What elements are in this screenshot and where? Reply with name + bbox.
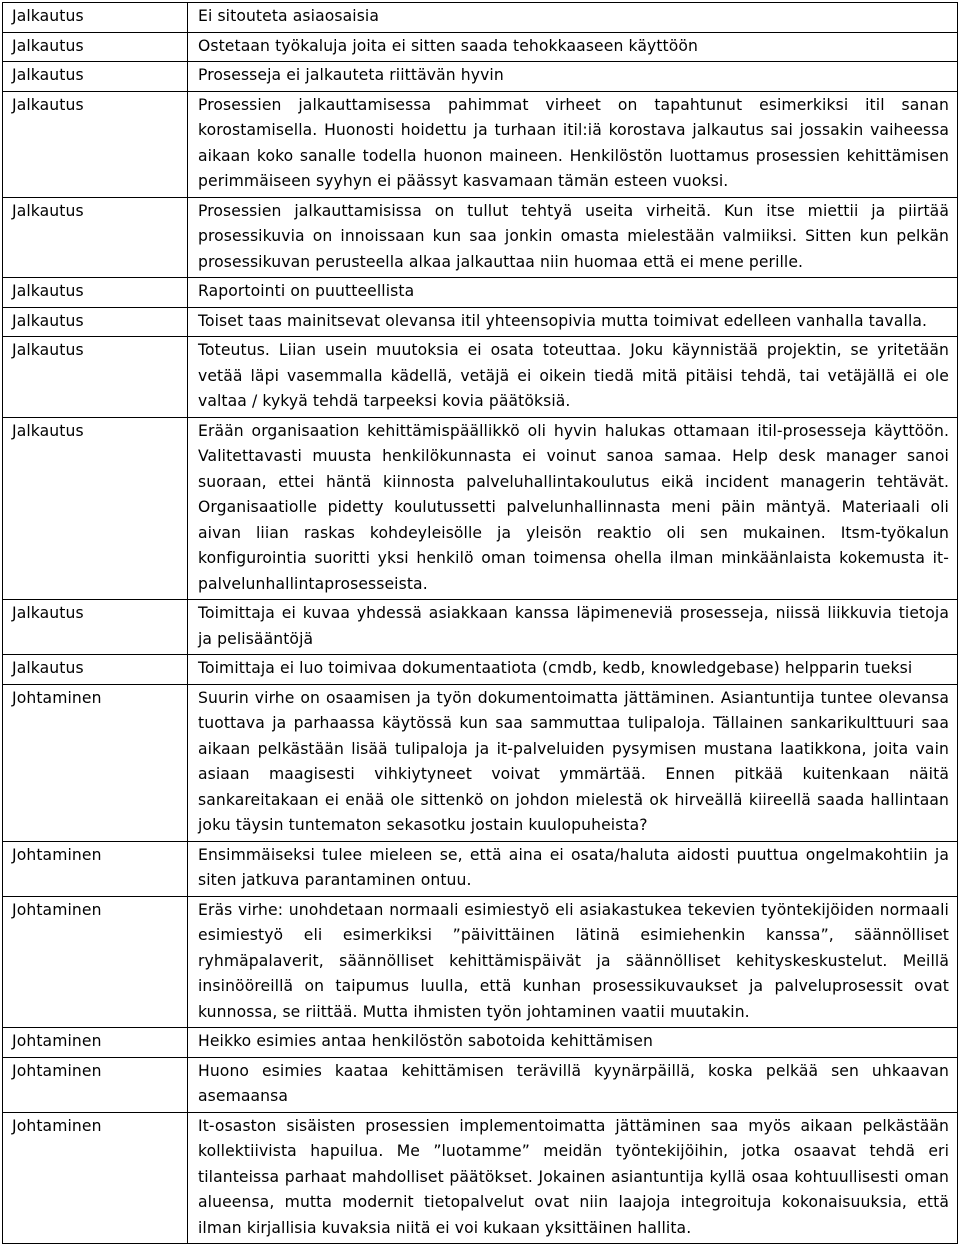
description-cell: Eräs virhe: unohdetaan normaali esimiestyö eli asiakastukea tekevien työntekijöiden normaali esimiestyö eli esimerkiksi ”päivittäinen lätinä esimiehenkin kanssa”, säännölliset ryhmäpalaverit, säännölliset kehittämispäivät ja säännölliset kehityskeskustelut. Meillä insinööreillä on taipumus luulla, että kunhan prosessikuvaukset ja palveluprosessit ovat kunnossa, se riittää. Mutta ihmisten työn johtaminen vaatii muutakin. <box>188 896 958 1028</box>
category-cell: Johtaminen <box>3 841 188 896</box>
description-cell: Suurin virhe on osaamisen ja työn dokumentoimatta jättäminen. Asiantuntija tuntee olevansa tuottava ja parhaassa käytössä kun saa sammuttaa tulipaloja. Tällainen sankarikulttuuri saa aikaan pelkästään lisää tulipaloja ja it-palveluiden pysymisen mustana laatikkona, joita vain asiaan maagisesti vihkiytyneet voivat ymmärtää. Ennen pitkää kuitenkaan näitä sankareitakaan ei enää ole sittenkö on johdon mielestä ok hirveällä kiireellä saada hallintaan joku täysin tuntematon sekasotku jostain kuulopuheista? <box>188 684 958 841</box>
description-cell: Ei sitouteta asiaosaisia <box>188 3 958 33</box>
table-row <box>3 278 958 308</box>
category-cell: Johtaminen <box>3 684 188 841</box>
category-cell: Jalkautus <box>3 417 188 600</box>
category-cell: Johtaminen <box>3 896 188 1028</box>
table-row <box>3 655 958 685</box>
category-cell: Jalkautus <box>3 655 188 685</box>
category-cell: Jalkautus <box>3 278 188 308</box>
description-cell: Prosessien jalkauttamisissa on tullut tehtyä useita virheitä. Kun itse miettii ja piirtää prosessikuvia on innoissaan kun saa jonkin omasta mielestään valmiiksi. Sitten kun pelkän prosessikuvan perusteella alkaa jalkauttaa niin huomaa että ei mene perille. <box>188 197 958 278</box>
description-cell: Prosesseja ei jalkauteta riittävän hyvin <box>188 62 958 92</box>
table-body <box>3 3 958 1244</box>
category-cell: Jalkautus <box>3 600 188 655</box>
table-row <box>3 91 958 197</box>
description-cell: Toimittaja ei kuvaa yhdessä asiakkaan kanssa läpimeneviä prosesseja, niissä liikkuvia tietoja ja pelisääntöjä <box>188 600 958 655</box>
description-cell: Huono esimies kaataa kehittämisen terävillä kyynärpäillä, koska pelkää sen uhkaavan asemaansa <box>188 1057 958 1112</box>
description-cell: Prosessien jalkauttamisessa pahimmat virheet on tapahtunut esimerkiksi itil sanan korostamisella. Huonosti hoidettu ja turhaan itil:iä korostava jalkautus sai jossakin vaiheessa aikaan koko sanalle todella huonon maineen. Henkilöstön luottamus prosessien kehittämisen perimmäiseen syyhyn ei päässyt kasvamaan tämän esteen vuoksi. <box>188 91 958 197</box>
description-cell: Erään organisaation kehittämispäällikkö oli hyvin halukas ottamaan itil-prosesseja käyttöön. Valitettavasti muusta henkilökunnasta ei voinut sanoa samaa. Help desk manager sanoi suoraan, ettei häntä kiinnosta palveluhallintakoulutus eikä incident managerin tehtävät. Organisaatiolle pidetty koulutussetti palvelunhallinnasta meni päin mäntyä. Materiaali oli aivan liian raskas kohdeyleisölle ja yleisön reaktio oli sen mukainen. Itsm-työkalun konfigurointia suoritti yksi henkilö oman toimensa ohella ilman minkäänlaista kokemusta it-palvelunhallintaprosesseista. <box>188 417 958 600</box>
category-cell: Jalkautus <box>3 91 188 197</box>
findings-table <box>2 2 958 1244</box>
table-row <box>3 417 958 600</box>
table-row <box>3 1028 958 1058</box>
category-cell: Jalkautus <box>3 3 188 33</box>
category-cell: Jalkautus <box>3 337 188 418</box>
table-row <box>3 1112 958 1244</box>
table-row <box>3 841 958 896</box>
description-cell: Heikko esimies antaa henkilöstön sabotoida kehittämisen <box>188 1028 958 1058</box>
table-row <box>3 307 958 337</box>
table-row <box>3 896 958 1028</box>
description-cell: Ostetaan työkaluja joita ei sitten saada tehokkaaseen käyttöön <box>188 32 958 62</box>
category-cell: Jalkautus <box>3 197 188 278</box>
table-row <box>3 3 958 33</box>
table-row <box>3 62 958 92</box>
description-cell: Toiset taas mainitsevat olevansa itil yhteensopivia mutta toimivat edelleen vanhalla tavalla. <box>188 307 958 337</box>
description-cell: Toteutus. Liian usein muutoksia ei osata toteuttaa. Joku käynnistää projektin, se yritetään vetää läpi vasemmalla kädellä, vetäjä ei oikein tiedä mitä pitäisi tehdä, tai vetäjällä ei ole valtaa / kykyä tehdä tarpeeksi kovia päätöksiä. <box>188 337 958 418</box>
category-cell: Jalkautus <box>3 307 188 337</box>
category-cell: Johtaminen <box>3 1057 188 1112</box>
table-row <box>3 197 958 278</box>
table-row <box>3 337 958 418</box>
description-cell: It-osaston sisäisten prosessien implementoimatta jättäminen saa myös aikaan pelkästään kollektiivista hapuilua. Me ”luotamme” meidän työntekijöihin, jotka osaavat tehdä eri tilanteissa parhaat mahdolliset päätökset. Jokainen asiantuntija kyllä osaa kohtuullisesti oman alueensa, mutta modernit tietopalvelut ovat niin laajoja integroituja kokonaisuuksia, että ilman kirjallisia kuvaksia niitä ei voi kukaan yksittäinen hallita. <box>188 1112 958 1244</box>
description-cell: Toimittaja ei luo toimivaa dokumentaatiota (cmdb, kedb, knowledgebase) helpparin tueksi <box>188 655 958 685</box>
category-cell: Jalkautus <box>3 32 188 62</box>
description-cell: Raportointi on puutteellista <box>188 278 958 308</box>
category-cell: Jalkautus <box>3 62 188 92</box>
description-cell: Ensimmäiseksi tulee mieleen se, että aina ei osata/haluta aidosti puuttua ongelmakohtiin ja siten jatkuva parantaminen ontuu. <box>188 841 958 896</box>
table-row <box>3 32 958 62</box>
table-row <box>3 1057 958 1112</box>
category-cell: Johtaminen <box>3 1028 188 1058</box>
category-cell: Johtaminen <box>3 1112 188 1244</box>
table-row <box>3 600 958 655</box>
table-row <box>3 684 958 841</box>
